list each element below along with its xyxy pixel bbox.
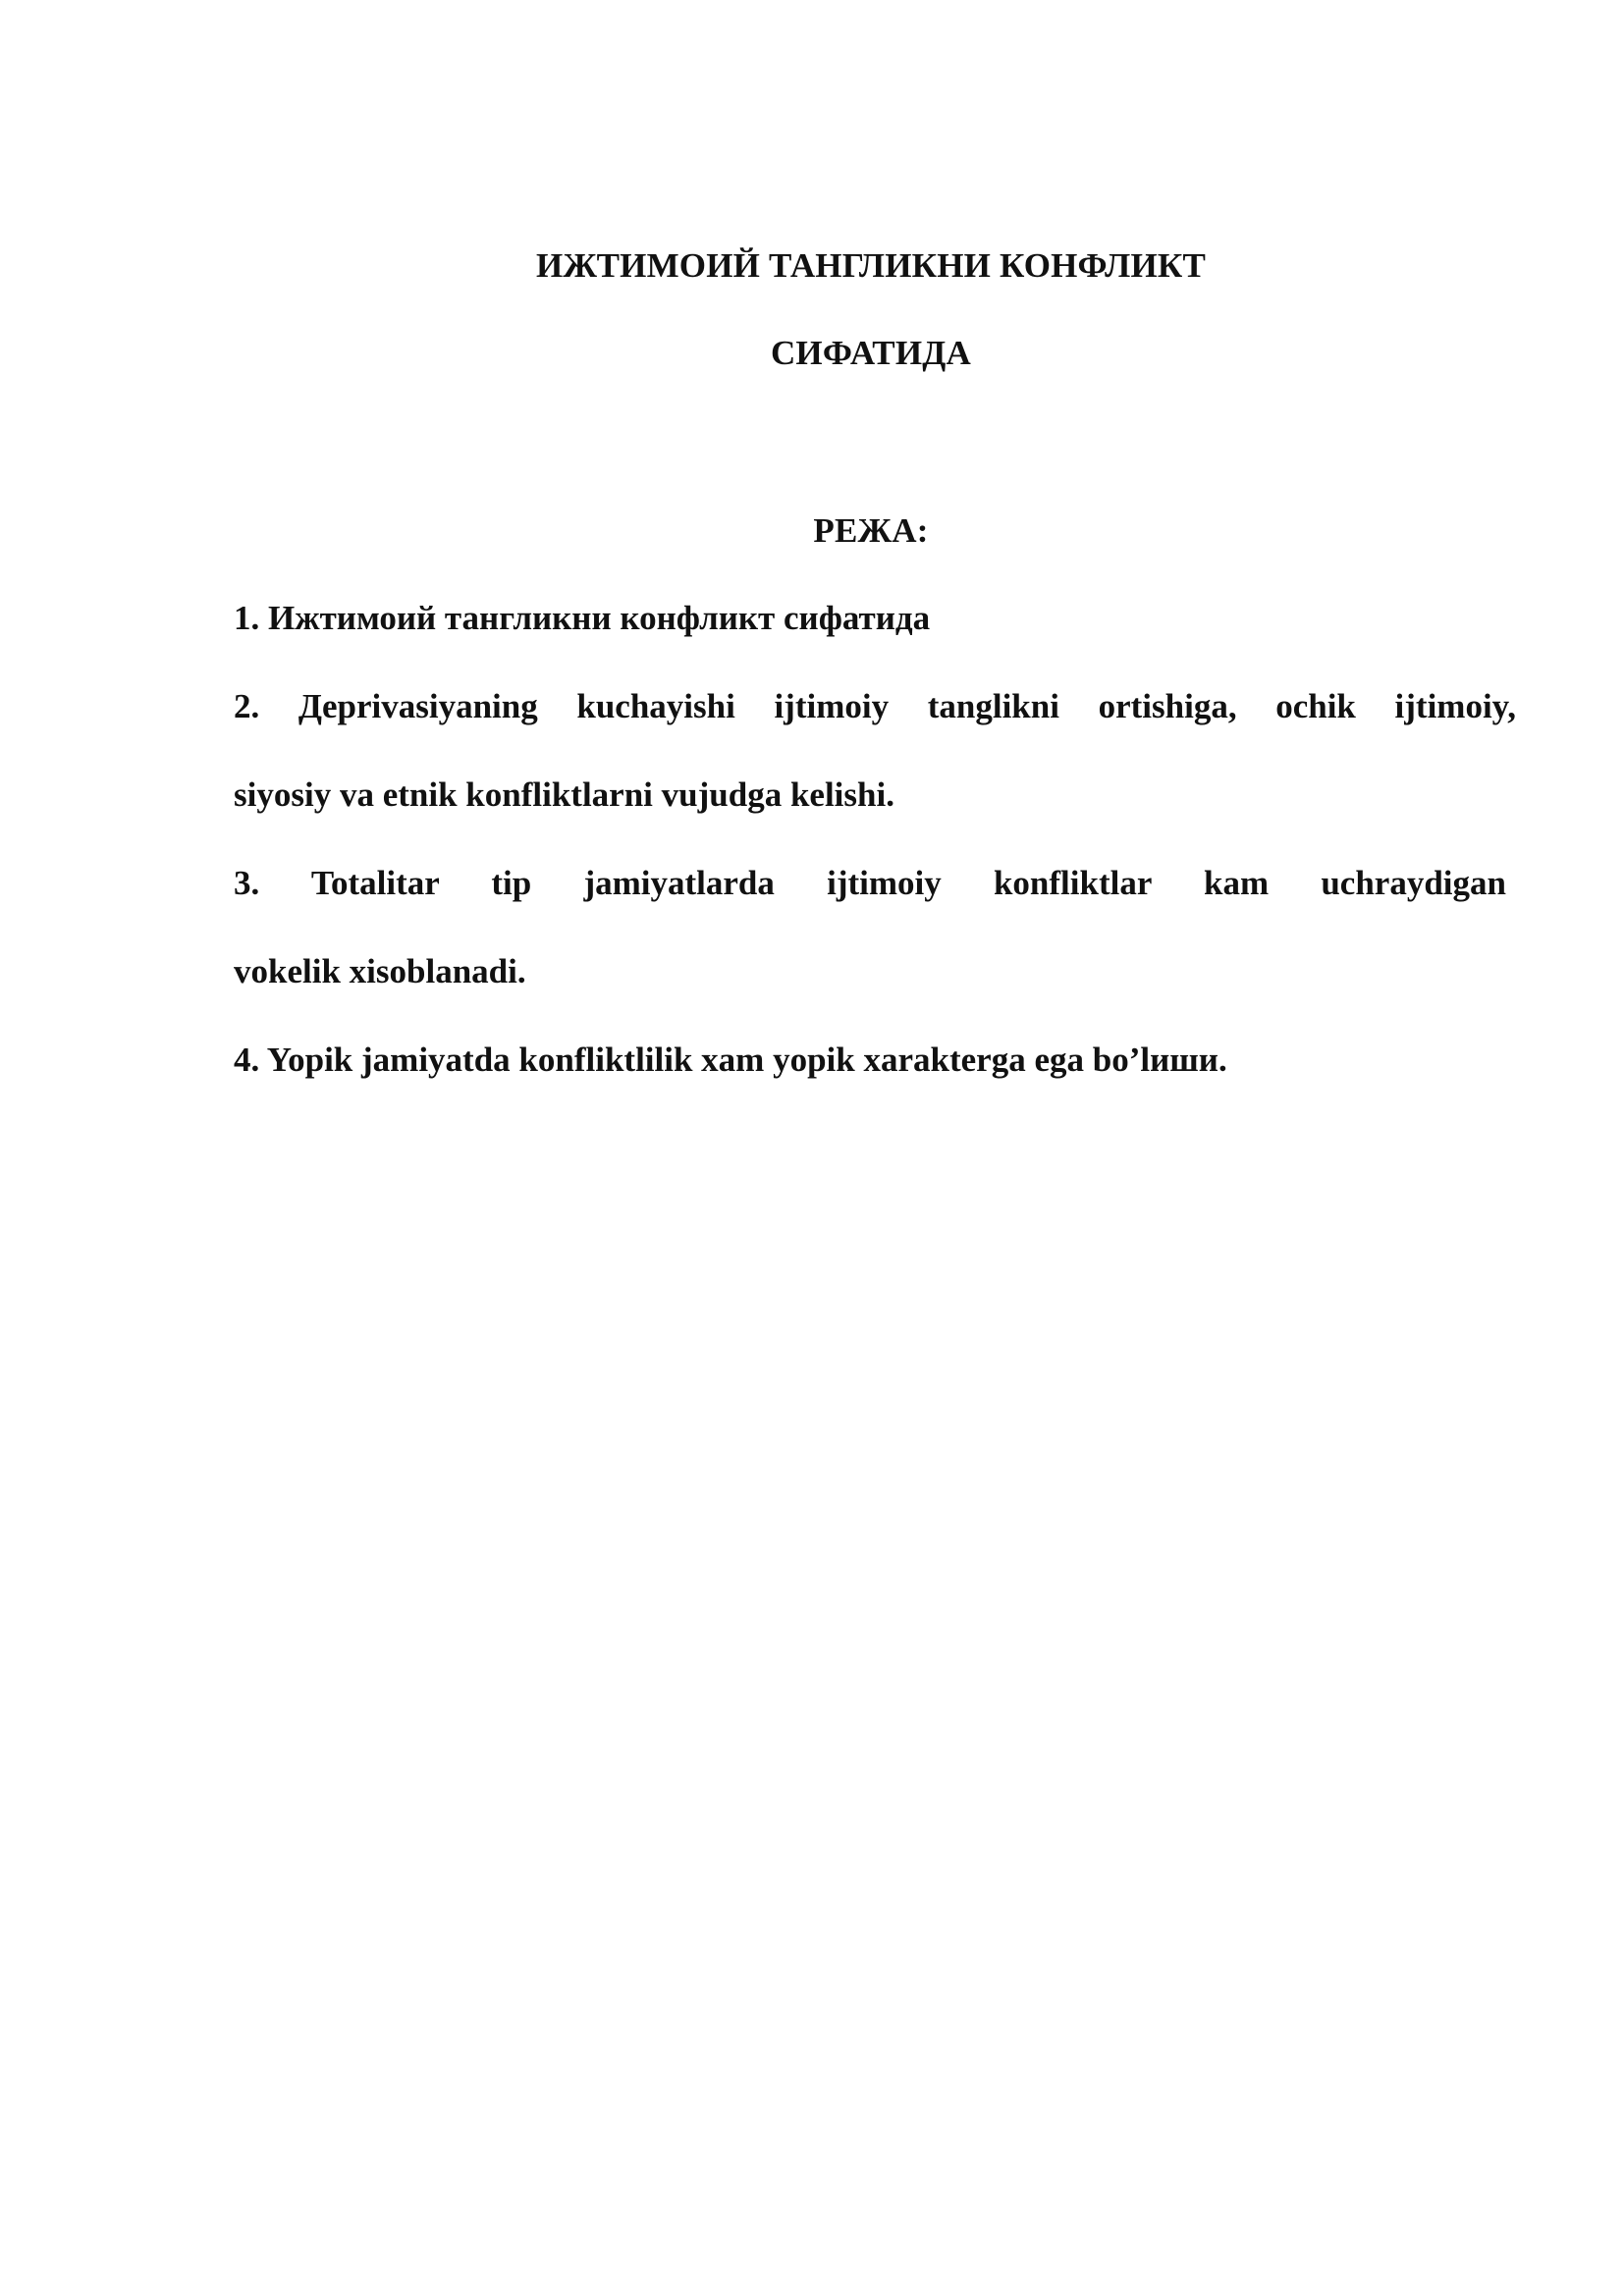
document-title-line-2: СИФАТИДА — [770, 334, 972, 372]
plan-heading: РЕЖА: — [813, 511, 929, 550]
plan-item-2 — [234, 663, 1516, 839]
plan-item-3 — [234, 839, 1506, 1016]
plan-item-1-line-1: 1. Ижтимоий тангликни конфликт сифатида — [234, 599, 931, 637]
plan-item-3-line-1: 3. Totalitar tip jamiyatlarda ijtimoiy konfliktlar kam uchraydigan — [234, 864, 1506, 902]
plan-item-2-line-2: siyosiy va etnik konfliktlarni vujudga kelishi. — [234, 775, 894, 814]
plan-item-4 — [234, 1016, 1516, 1104]
plan-item-1 — [234, 574, 1516, 663]
plan-item-3-line-2: vokelik xisoblanadi. — [234, 952, 526, 990]
document-title-line-1: ИЖТИМОИЙ ТАНГЛИКНИ КОНФЛИКТ — [535, 246, 1207, 285]
plan-item-2-line-1: 2. Дeprivasiyaning kuchayishi ijtimoiy tanglikni ortishiga, ochik ijtimoiy, — [234, 687, 1516, 725]
plan-item-4-line-1: 4. Yopik jamiyatda konfliktlilik xam yopik xarakterga ega bo’lиши. — [234, 1041, 1227, 1079]
